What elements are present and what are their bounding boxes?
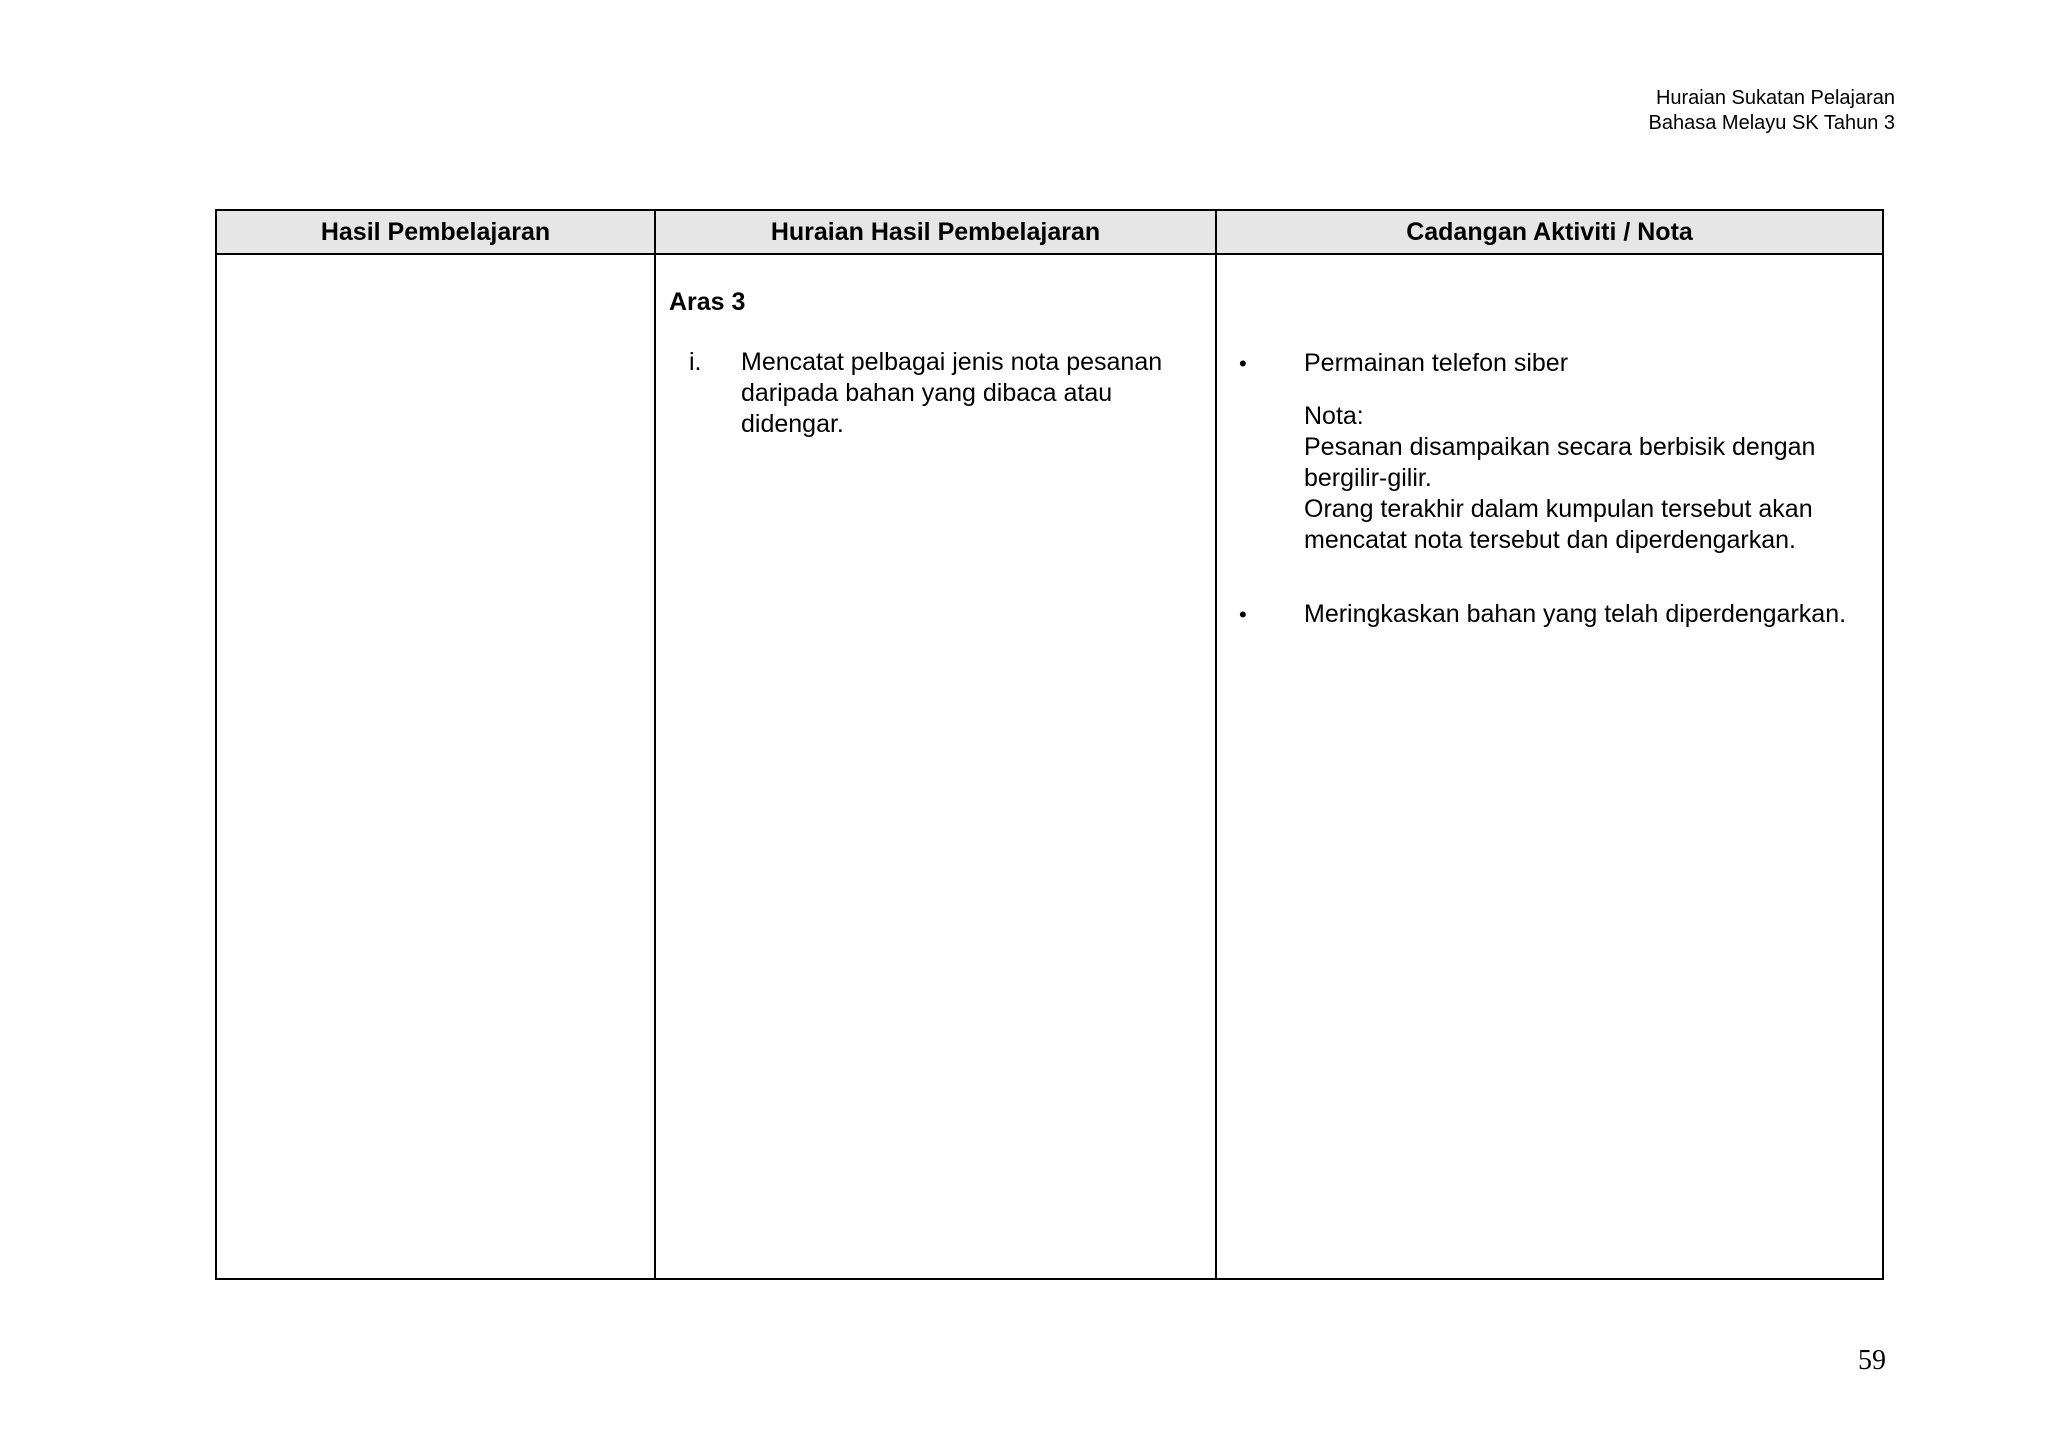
cell-cadangan	[1216, 254, 1883, 1279]
curriculum-table	[215, 209, 1884, 1280]
bullet-text: Permainan telefon siber	[1304, 349, 1569, 377]
list-item-text: Mencatat pelbagai jenis nota pesanan daripada bahan yang dibaca atau didengar.	[741, 348, 1163, 438]
running-header	[1649, 86, 1895, 136]
table-row	[216, 254, 1883, 1279]
header-line-2: Bahasa Melayu SK Tahun 3	[1648, 112, 1895, 134]
note-line: Orang terakhir dalam kumpulan tersebut akan mencatat nota tersebut dan diperdengarkan.	[1304, 495, 1813, 554]
column-header-huraian: Huraian Hasil Pembelajaran	[655, 210, 1216, 254]
bullet-dot-icon: •	[1239, 351, 1247, 376]
aras-heading: Aras 3	[669, 288, 746, 316]
bullet-dot-icon: •	[1239, 602, 1247, 627]
page-number: 59	[1858, 1345, 1886, 1376]
note-line: Pesanan disampaikan secara berbisik dengan bergilir-gilir.	[1304, 433, 1816, 492]
column-header-cadangan: Cadangan Aktiviti / Nota	[1216, 210, 1883, 254]
note-block	[1304, 401, 1874, 556]
bullet-text: Meringkaskan bahan yang telah diperdengarkan.	[1304, 600, 1847, 628]
cell-huraian	[655, 254, 1216, 1279]
cell-hasil-pembelajaran	[216, 254, 655, 1279]
column-header-hasil: Hasil Pembelajaran	[216, 210, 655, 254]
table-header-row	[216, 210, 1883, 254]
list-marker: i.	[689, 348, 702, 376]
header-line-1: Huraian Sukatan Pelajaran	[1655, 87, 1895, 109]
note-label: Nota:	[1304, 402, 1364, 430]
